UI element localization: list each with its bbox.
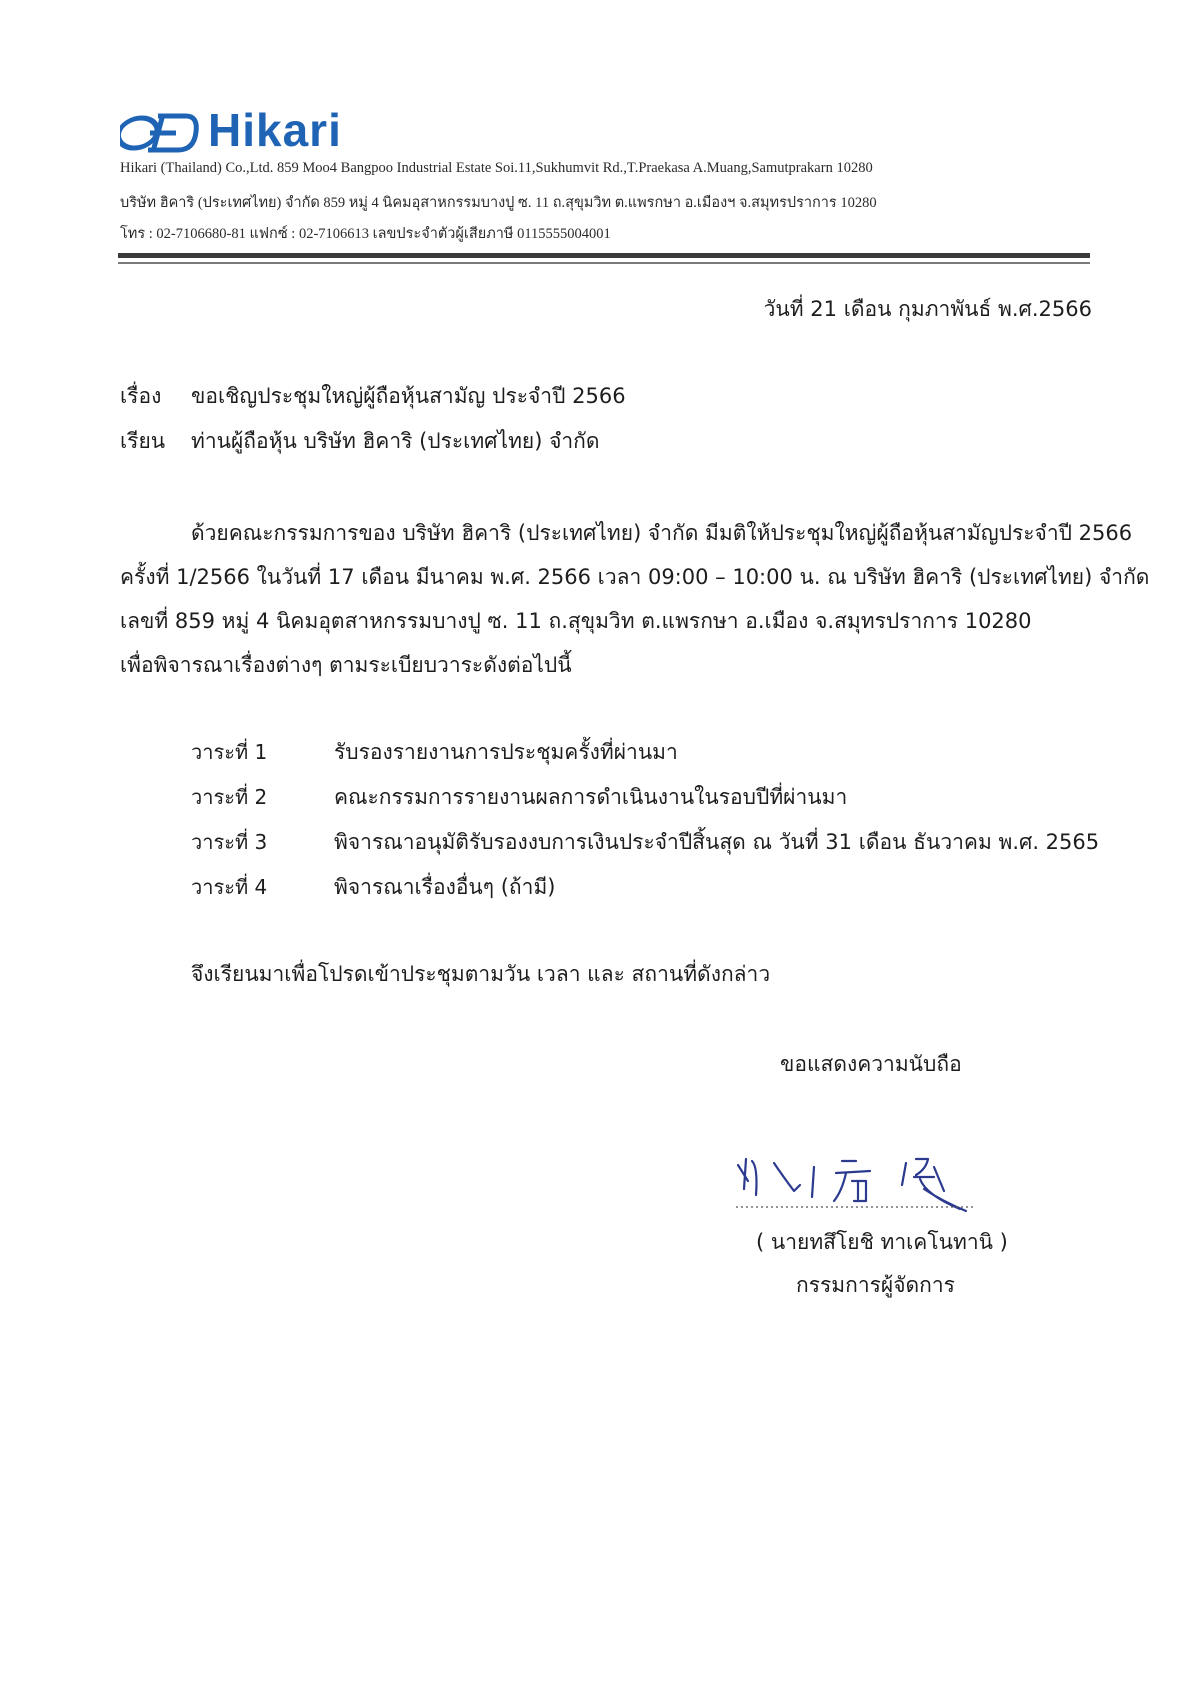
letter-date: วันที่ 21 เดือน กุมภาพันธ์ พ.ศ.2566 (763, 297, 1092, 321)
brand-name: Hikari (208, 104, 342, 156)
agenda-item: พิจารณาอนุมัติรับรองงบการเงินประจำปีสิ้นสุด ณ วันที่ 31 เดือน ธันวาคม พ.ศ. 2565 (334, 830, 1100, 854)
body-line: เลขที่ 859 หมู่ 4 นิคมอุตสาหกรรมบางปู ซ. 11 ถ.สุขุมวิท ต.แพรกษา อ.เมือง จ.สมุทรปราการ 10280 (120, 609, 1032, 633)
letterhead-address-en: Hikari (Thailand) Co.,Ltd. 859 Moo4 Bangpoo Industrial Estate Soi.11,Sukhumvit Rd.,T.Praekasa A.Muang,Samutprakarn 10280 (120, 160, 873, 176)
letterhead-contact: โทร : 02-7106680-81 แฟกซ์ : 02-7106613 เลขประจำตัวผู้เสียภาษี 0115555004001 (120, 226, 611, 242)
agenda-number: วาระที่ 1 (191, 740, 268, 764)
signer-title: กรรมการผู้จัดการ (796, 1273, 955, 1297)
recipient-label: เรียน (120, 429, 166, 453)
agenda-number: วาระที่ 3 (191, 830, 268, 854)
signature (730, 1145, 1000, 1224)
subject-label: เรื่อง (120, 384, 162, 408)
agenda-item: คณะกรรมการรายงานผลการดำเนินงานในรอบปีที่ผ่านมา (334, 785, 848, 809)
letterhead-address-th: บริษัท ฮิคาริ (ประเทศไทย) จำกัด 859 หมู่ 4 นิคมอุสาหกรรมบางปู ซ. 11 ถ.สุขุมวิท ต.แพรกษา อ.เมืองฯ จ.สมุทรปราการ 10280 (120, 195, 877, 211)
agenda-number: วาระที่ 2 (191, 785, 268, 809)
hikari-logo-icon (120, 108, 200, 158)
letterhead-divider-thick (118, 253, 1090, 258)
signer-name: ( นายทสึโยชิ ทาเคโนทานิ ) (756, 1230, 1008, 1254)
agenda-item: พิจารณาเรื่องอื่นๆ (ถ้ามี) (334, 875, 556, 899)
regards-text: ขอแสดงความนับถือ (780, 1052, 962, 1076)
subject-text: ขอเชิญประชุมใหญ่ผู้ถือหุ้นสามัญ ประจำปี 2566 (191, 384, 626, 408)
recipient-text: ท่านผู้ถือหุ้น บริษัท ฮิคาริ (ประเทศไทย) จำกัด (191, 429, 600, 453)
agenda-number: วาระที่ 4 (191, 875, 268, 899)
body-line: ครั้งที่ 1/2566 ในวันที่ 17 เดือน มีนาคม พ.ศ. 2566 เวลา 09:00 – 10:00 น. ณ บริษัท ฮิคาริ (ประเทศไทย) จำกัด (120, 565, 1150, 589)
body-line: ด้วยคณะกรรมการของ บริษัท ฮิคาริ (ประเทศไทย) จำกัด มีมติให้ประชุมใหญ่ผู้ถือหุ้นสามัญประจำปี 2566 (191, 521, 1133, 545)
body-line: เพื่อพิจารณาเรื่องต่างๆ ตามระเบียบวาระดังต่อไปนี้ (120, 653, 572, 677)
closing-sentence: จึงเรียนมาเพื่อโปรดเข้าประชุมตามวัน เวลา และ สถานที่ดังกล่าว (191, 962, 771, 986)
letterhead-divider-thin (118, 262, 1090, 264)
agenda-item: รับรองรายงานการประชุมครั้งที่ผ่านมา (334, 740, 678, 764)
handwritten-signature-icon (730, 1145, 1000, 1220)
company-logo (120, 104, 342, 158)
